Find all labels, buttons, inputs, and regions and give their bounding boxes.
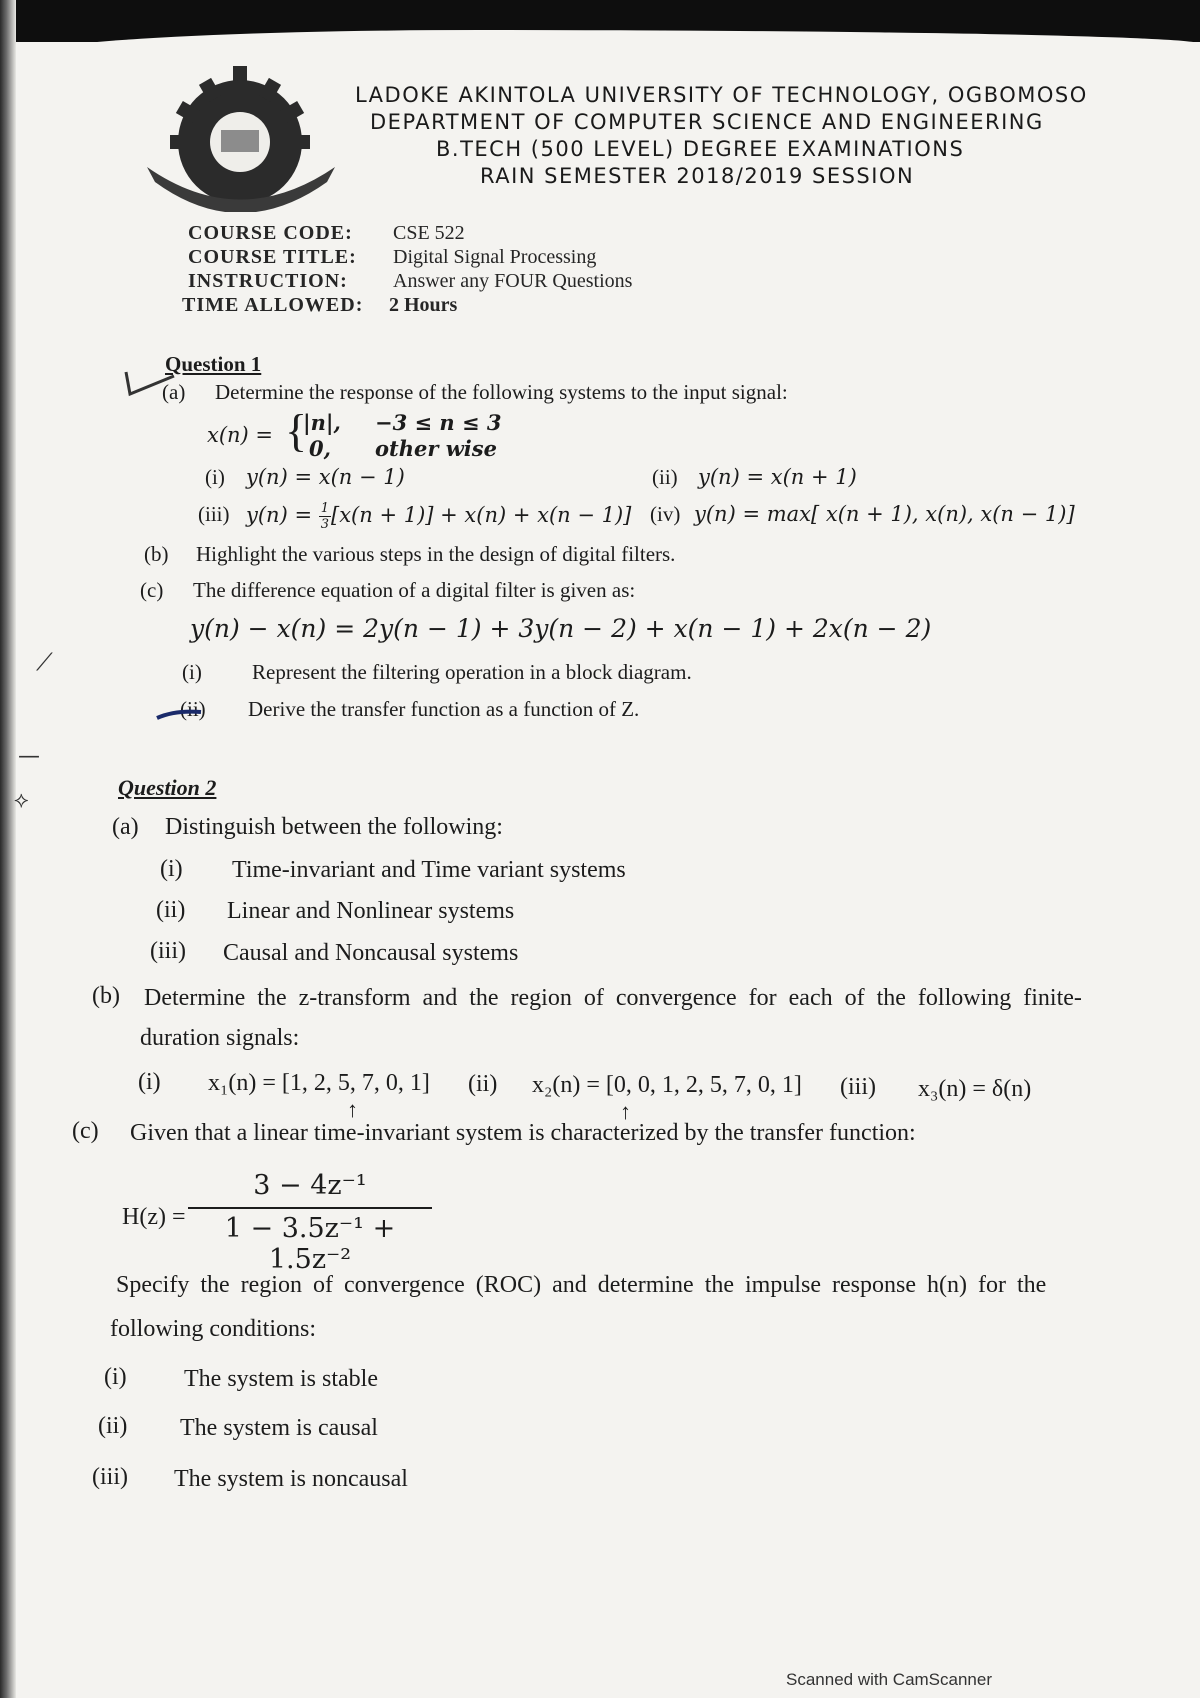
q2-b-text-line1: Determine the z-transform and the region of convergence for each of the following finite- [144, 985, 1082, 1011]
time-allowed-value: 2 Hours [389, 294, 458, 316]
scan-left-edge [0, 0, 16, 1698]
x-case2-value: 0, [309, 436, 331, 461]
q1-iv-label: (iv) [650, 502, 681, 526]
camscanner-watermark: Scanned with CamScanner [786, 1670, 993, 1689]
university-name: LADOKE AKINTOLA UNIVERSITY OF TECHNOLOGY, OGBOMOSO [355, 83, 1088, 107]
q1-a-label: (a) [162, 380, 186, 404]
q2-a-iii-text: Causal and Noncausal systems [223, 940, 519, 966]
q1-iii-equation [246, 502, 631, 531]
department-name: DEPARTMENT OF COMPUTER SCIENCE AND ENGINEERING [370, 110, 1044, 134]
q1-iii-eq-post: [x(n + 1)] + x(n) + x(n − 1)] [331, 503, 632, 527]
q1-ii-equation: y(n) = x(n + 1) [698, 465, 857, 489]
q2-b-i-label: (i) [138, 1069, 161, 1095]
course-code-label: COURSE CODE: [188, 222, 353, 244]
q1-b-label: (b) [144, 542, 169, 566]
degree-title: B.TECH (500 LEVEL) DEGREE EXAMINATIONS [436, 137, 965, 161]
q2-a-iii-label: (iii) [150, 938, 186, 964]
transfer-function-denominator: 1 − 3.5z⁻¹ + 1.5z⁻² [224, 1213, 396, 1275]
margin-mark-3: ⟡ [14, 788, 29, 813]
q2-b-ii-label: (ii) [468, 1071, 498, 1097]
q2-c-i-text: The system is stable [184, 1366, 378, 1392]
margin-mark-2: — [18, 744, 40, 769]
x-def-lhs: x(n) = [207, 423, 274, 447]
q2-c-i-label: (i) [104, 1364, 127, 1390]
x-case1-condition: −3 ≤ n ≤ 3 [375, 410, 502, 435]
q1-c-text: The difference equation of a digital filter is given as: [193, 578, 636, 602]
q2-c-iii-label: (iii) [92, 1464, 128, 1490]
university-logo [135, 62, 350, 212]
fraction-numerator: 1 [320, 501, 330, 516]
q2-c-spec-line2: following conditions: [110, 1316, 316, 1342]
course-title-label: COURSE TITLE: [188, 246, 357, 268]
q1-c-ii-text: Derive the transfer function as a function of Z. [248, 697, 640, 721]
q2-a-i-text: Time-invariant and Time variant systems [232, 857, 626, 883]
signal-x2: x₂(n) = [0, 0, 1, 2, 5, 7, 0, 1] [532, 1072, 802, 1098]
transfer-function-fraction [188, 1170, 432, 1275]
q2-a-ii-label: (ii) [156, 897, 186, 923]
transfer-function-numerator: 3 − 4z⁻¹ [188, 1170, 432, 1209]
course-title-value: Digital Signal Processing [393, 246, 597, 268]
q2-b-text-line2: duration signals: [140, 1025, 300, 1051]
signal-x1: x₁(n) = [1, 2, 5, 7, 0, 1] [208, 1070, 430, 1096]
transfer-function-lhs: H(z) = [122, 1204, 186, 1230]
q2-c-text: Given that a linear time-invariant system is characterized by the transfer function: [130, 1120, 916, 1146]
x1-origin-arrow: ↑ [347, 1097, 358, 1122]
q2-a-label: (a) [112, 814, 139, 840]
q1-c-ii-label: (ii) [180, 697, 206, 721]
fraction-denominator: 3 [320, 517, 330, 532]
pen-scribble [155, 702, 205, 722]
semester-session: RAIN SEMESTER 2018/2019 SESSION [480, 164, 915, 188]
q1-i-equation: y(n) = x(n − 1) [246, 465, 405, 489]
x2-origin-arrow: ↑ [620, 1099, 631, 1124]
q2-c-label: (c) [72, 1118, 99, 1144]
margin-mark-1: ⟋ [36, 648, 53, 676]
question1-heading: Question 1 [165, 352, 262, 376]
q1-iv-equation: y(n) = max[ x(n + 1), x(n), x(n − 1)] [694, 502, 1075, 526]
instruction-label: INSTRUCTION: [188, 270, 348, 292]
instruction-value: Answer any FOUR Questions [393, 270, 633, 292]
course-code-value: CSE 522 [393, 222, 465, 244]
q2-a-ii-text: Linear and Nonlinear systems [227, 898, 515, 924]
q2-c-spec-line1: Specify the region of convergence (ROC) and determine the impulse response h(n) for the [116, 1272, 1047, 1298]
time-allowed-label: TIME ALLOWED: [182, 294, 364, 316]
q2-c-ii-label: (ii) [98, 1413, 128, 1439]
q2-c-ii-text: The system is causal [180, 1415, 378, 1441]
one-third-fraction [319, 502, 331, 531]
q2-a-text: Distinguish between the following: [165, 814, 503, 840]
q1-ii-label: (ii) [652, 465, 678, 489]
q1-c-i-text: Represent the filtering operation in a block diagram. [252, 660, 692, 684]
q1-i-label: (i) [205, 465, 225, 489]
q2-b-iii-label: (iii) [840, 1074, 876, 1100]
q1-iii-eq-pre: y(n) = [246, 503, 313, 527]
q1-c-label: (c) [140, 578, 164, 602]
x-case2-condition: other wise [375, 436, 497, 461]
difference-equation: y(n) − x(n) = 2y(n − 1) + 3y(n − 2) + x(n − 1) + 2x(n − 2) [190, 614, 932, 643]
question2-heading: Question 2 [118, 775, 217, 800]
q2-c-iii-text: The system is noncausal [174, 1466, 408, 1492]
x-case1-value: |n|, [303, 410, 341, 435]
q2-b-label: (b) [92, 983, 120, 1009]
q1-b-text: Highlight the various steps in the design of digital filters. [196, 542, 676, 566]
signal-x3: x₃(n) = δ(n) [918, 1076, 1032, 1102]
q2-a-i-label: (i) [160, 856, 183, 882]
piecewise-brace: { [285, 405, 308, 456]
q1-c-i-label: (i) [182, 660, 202, 684]
q1-iii-label: (iii) [198, 502, 230, 526]
q1-a-text: Determine the response of the following systems to the input signal: [215, 380, 788, 404]
